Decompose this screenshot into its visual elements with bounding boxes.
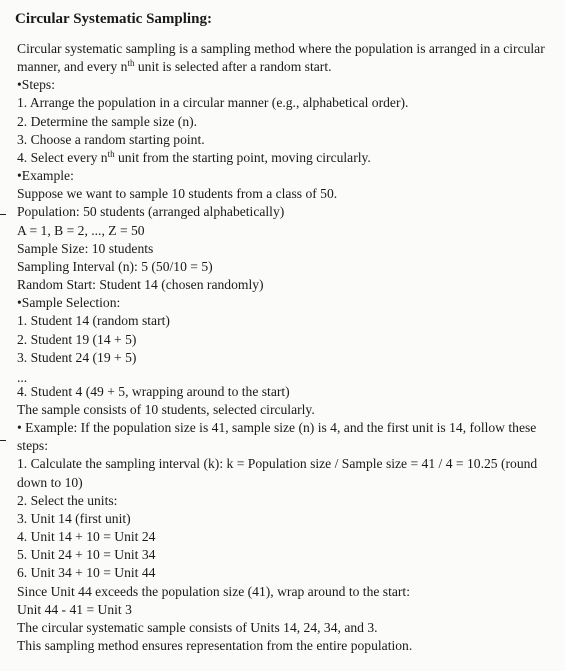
step-1: 1. Arrange the population in a circular manner (e.g., alphabetical order). xyxy=(17,95,409,111)
unit-line: 5. Unit 24 + 10 = Unit 34 xyxy=(17,547,156,563)
wrap-calc: Unit 44 - 41 = Unit 3 xyxy=(17,601,132,617)
example-line: Suppose we want to sample 10 students from a class of 50. xyxy=(17,186,338,202)
intro-line-2 xyxy=(12,58,558,76)
calc-line: 1. Calculate the sampling interval (k): k = Population size / Sample size = 41 / 4 = 10.25 (round xyxy=(17,456,538,472)
document xyxy=(12,8,558,655)
margin-dash-1 xyxy=(0,214,6,215)
selection-line: 2. Student 19 (14 + 5) xyxy=(17,331,137,347)
example-heading: •Example: xyxy=(17,168,74,184)
example2-heading-cont: steps: xyxy=(17,438,48,454)
selection-line: 3. Student 24 (19 + 5) xyxy=(17,349,137,365)
selection-line: 1. Student 14 (random start) xyxy=(17,313,170,329)
select-units: 2. Select the units: xyxy=(17,492,118,508)
step-2: 2. Determine the sample size (n). xyxy=(17,113,198,129)
selection-line: 4. Student 4 (49 + 5, wrapping around to the start) xyxy=(17,383,290,399)
example-line: Population: 50 students (arranged alphabetically) xyxy=(17,204,285,220)
superscript-th: th xyxy=(127,58,135,69)
closing-line: This sampling method ensures representation from the entire population. xyxy=(17,638,413,653)
example-line: Sample Size: 10 students xyxy=(17,240,154,256)
wrap-note: Since Unit 44 exceeds the population size (41), wrap around to the start: xyxy=(17,583,410,599)
step-4-text: 4. Select every n xyxy=(17,149,108,165)
selection-summary: The sample consists of 10 students, selected circularly. xyxy=(17,401,315,417)
unit-line: 4. Unit 14 + 10 = Unit 24 xyxy=(17,529,156,545)
step-3: 3. Choose a random starting point. xyxy=(17,131,205,147)
example-line: Random Start: Student 14 (chosen randomly) xyxy=(17,277,264,293)
page-title: Circular Systematic Sampling: xyxy=(15,11,212,27)
calc-line-cont: down to 10) xyxy=(17,474,83,490)
example-line: Sampling Interval (n): 5 (50/10 = 5) xyxy=(17,258,213,274)
ellipsis: ... xyxy=(17,369,28,385)
step-4-text-end: unit from the starting point, moving circularly. xyxy=(114,149,371,165)
intro-text: manner, and every n xyxy=(17,59,128,75)
step-4 xyxy=(12,149,558,167)
unit-line: 6. Unit 34 + 10 = Unit 44 xyxy=(17,565,156,581)
superscript-th: th xyxy=(107,148,115,159)
steps-heading: •Steps: xyxy=(17,77,55,93)
unit-line: 3. Unit 14 (first unit) xyxy=(17,510,131,526)
example2-heading: • Example: If the population size is 41, sample size (n) is 4, and the first unit is 14, follow these xyxy=(17,420,537,436)
result-line: The circular systematic sample consists of Units 14, 24, 34, and 3. xyxy=(17,619,378,635)
intro-line-1: Circular systematic sampling is a sampling method where the population is arranged in a circular xyxy=(17,41,545,56)
example-line: A = 1, B = 2, ..., Z = 50 xyxy=(17,222,145,238)
sample-selection-heading: •Sample Selection: xyxy=(17,295,121,311)
margin-dash-2 xyxy=(0,440,6,441)
intro-text-end: unit is selected after a random start. xyxy=(134,59,332,75)
